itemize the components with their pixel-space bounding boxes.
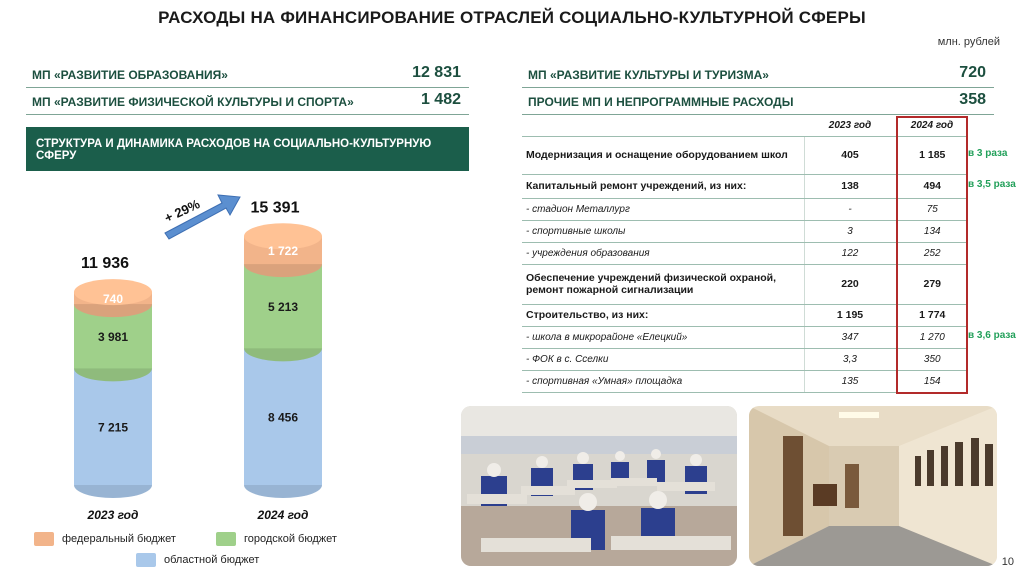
divider: [26, 87, 469, 88]
category-label: 2023 год: [87, 508, 139, 522]
legend-item-regional: [136, 553, 259, 567]
row-name: - спортивные школы: [522, 220, 804, 242]
growth-note: в 3 раза: [968, 148, 1008, 159]
row-value-2024: 350: [896, 348, 968, 370]
row-name: Строительство, из них:: [522, 304, 804, 326]
units-label: млн. рублей: [937, 36, 1000, 48]
program-value: 358: [959, 91, 986, 108]
stacked-bar-chart: [0, 175, 480, 525]
header-empty: [522, 116, 804, 136]
bar-total-label: 15 391: [250, 199, 300, 217]
legend-swatch: [136, 553, 156, 567]
program-label: ПРОЧИЕ МП И НЕПРОГРАММНЫЕ РАСХОДЫ: [528, 95, 794, 109]
row-value-2024: 154: [896, 370, 968, 392]
page-title: РАСХОДЫ НА ФИНАНСИРОВАНИЕ ОТРАСЛЕЙ СОЦИАЛЬНО-КУЛЬТУРНОЙ СФЕРЫ: [158, 8, 866, 27]
row-value-2024: 1 270: [896, 326, 968, 348]
data-label: 3 981: [97, 330, 129, 345]
divider: [26, 114, 469, 115]
program-label: МП «РАЗВИТИЕ КУЛЬТУРЫ И ТУРИЗМА»: [528, 68, 769, 82]
row-name: - школа в микрорайоне «Елецкий»: [522, 326, 804, 348]
row-value-2023: 1 195: [804, 304, 896, 326]
chart-banner: СТРУКТУРА И ДИНАМИКА РАСХОДОВ НА СОЦИАЛЬНО-КУЛЬТУРНУЮ СФЕРУ: [26, 127, 469, 171]
classroom-photo: [461, 406, 737, 566]
legend-swatch: [34, 532, 54, 546]
program-label: МП «РАЗВИТИЕ ФИЗИЧЕСКОЙ КУЛЬТУРЫ И СПОРТА»: [32, 95, 354, 109]
row-value-2023: 122: [804, 242, 896, 264]
row-value-2024: 1 185: [896, 136, 968, 174]
legend-label: городской бюджет: [244, 532, 337, 545]
row-value-2024: 75: [896, 198, 968, 220]
data-label: 7 215: [97, 420, 129, 435]
program-value: 1 482: [420, 91, 461, 108]
legend-swatch: [216, 532, 236, 546]
row-name: - учреждения образования: [522, 242, 804, 264]
row-value-2023: 347: [804, 326, 896, 348]
row-value-2023: 220: [804, 264, 896, 304]
header-2023: 2023 год: [804, 116, 896, 136]
row-value-2024: 1 774: [896, 304, 968, 326]
growth-note: в 3,5 раза: [968, 179, 1016, 190]
row-name: - спортивная «Умная» площадка: [522, 370, 804, 392]
category-label: 2024 год: [257, 508, 309, 522]
legend-item-federal: [34, 532, 176, 546]
row-value-2023: 405: [804, 136, 896, 174]
highlight-2024-column: [896, 116, 968, 394]
row-value-2024: 252: [896, 242, 968, 264]
data-label: 740: [102, 292, 124, 307]
corridor-photo: [749, 406, 997, 566]
row-value-2023: 3,3: [804, 348, 896, 370]
data-label: 1 722: [267, 244, 299, 259]
program-label: МП «РАЗВИТИЕ ОБРАЗОВАНИЯ»: [32, 68, 228, 82]
data-label: 8 456: [267, 410, 299, 425]
row-value-2023: 3: [804, 220, 896, 242]
program-education: [26, 64, 469, 86]
row-value-2023: 138: [804, 174, 896, 198]
page-number: 10: [1001, 556, 1014, 568]
row-value-2024: 279: [896, 264, 968, 304]
row-value-2023: -: [804, 198, 896, 220]
program-value: 720: [959, 64, 986, 81]
row-value-2024: 134: [896, 220, 968, 242]
data-label: 5 213: [267, 300, 299, 315]
row-name: - стадион Металлург: [522, 198, 804, 220]
row-name: Капитальный ремонт учреждений, из них:: [522, 174, 804, 198]
row-name: - ФОК в с. Сселки: [522, 348, 804, 370]
program-culture: [522, 64, 994, 86]
program-other: [522, 91, 994, 113]
legend-label: федеральный бюджет: [62, 532, 176, 545]
program-value: 12 831: [412, 64, 461, 81]
divider: [522, 114, 994, 115]
growth-label: + 29%: [162, 196, 203, 226]
row-value-2023: 135: [804, 370, 896, 392]
legend-item-city: [216, 532, 337, 546]
legend-label: областной бюджет: [164, 553, 260, 566]
bar-total-label: 11 936: [80, 255, 130, 273]
row-value-2024: 494: [896, 174, 968, 198]
row-name: Обеспечение учреждений физической охраной, ремонт пожарной сигнализации: [522, 264, 804, 304]
divider: [522, 87, 994, 88]
growth-note: в 3,6 раза: [968, 330, 1016, 341]
header-2024: 2024 год: [896, 116, 968, 136]
row-name: Модернизация и оснащение оборудованием школ: [522, 136, 804, 174]
program-sport: [26, 91, 469, 113]
